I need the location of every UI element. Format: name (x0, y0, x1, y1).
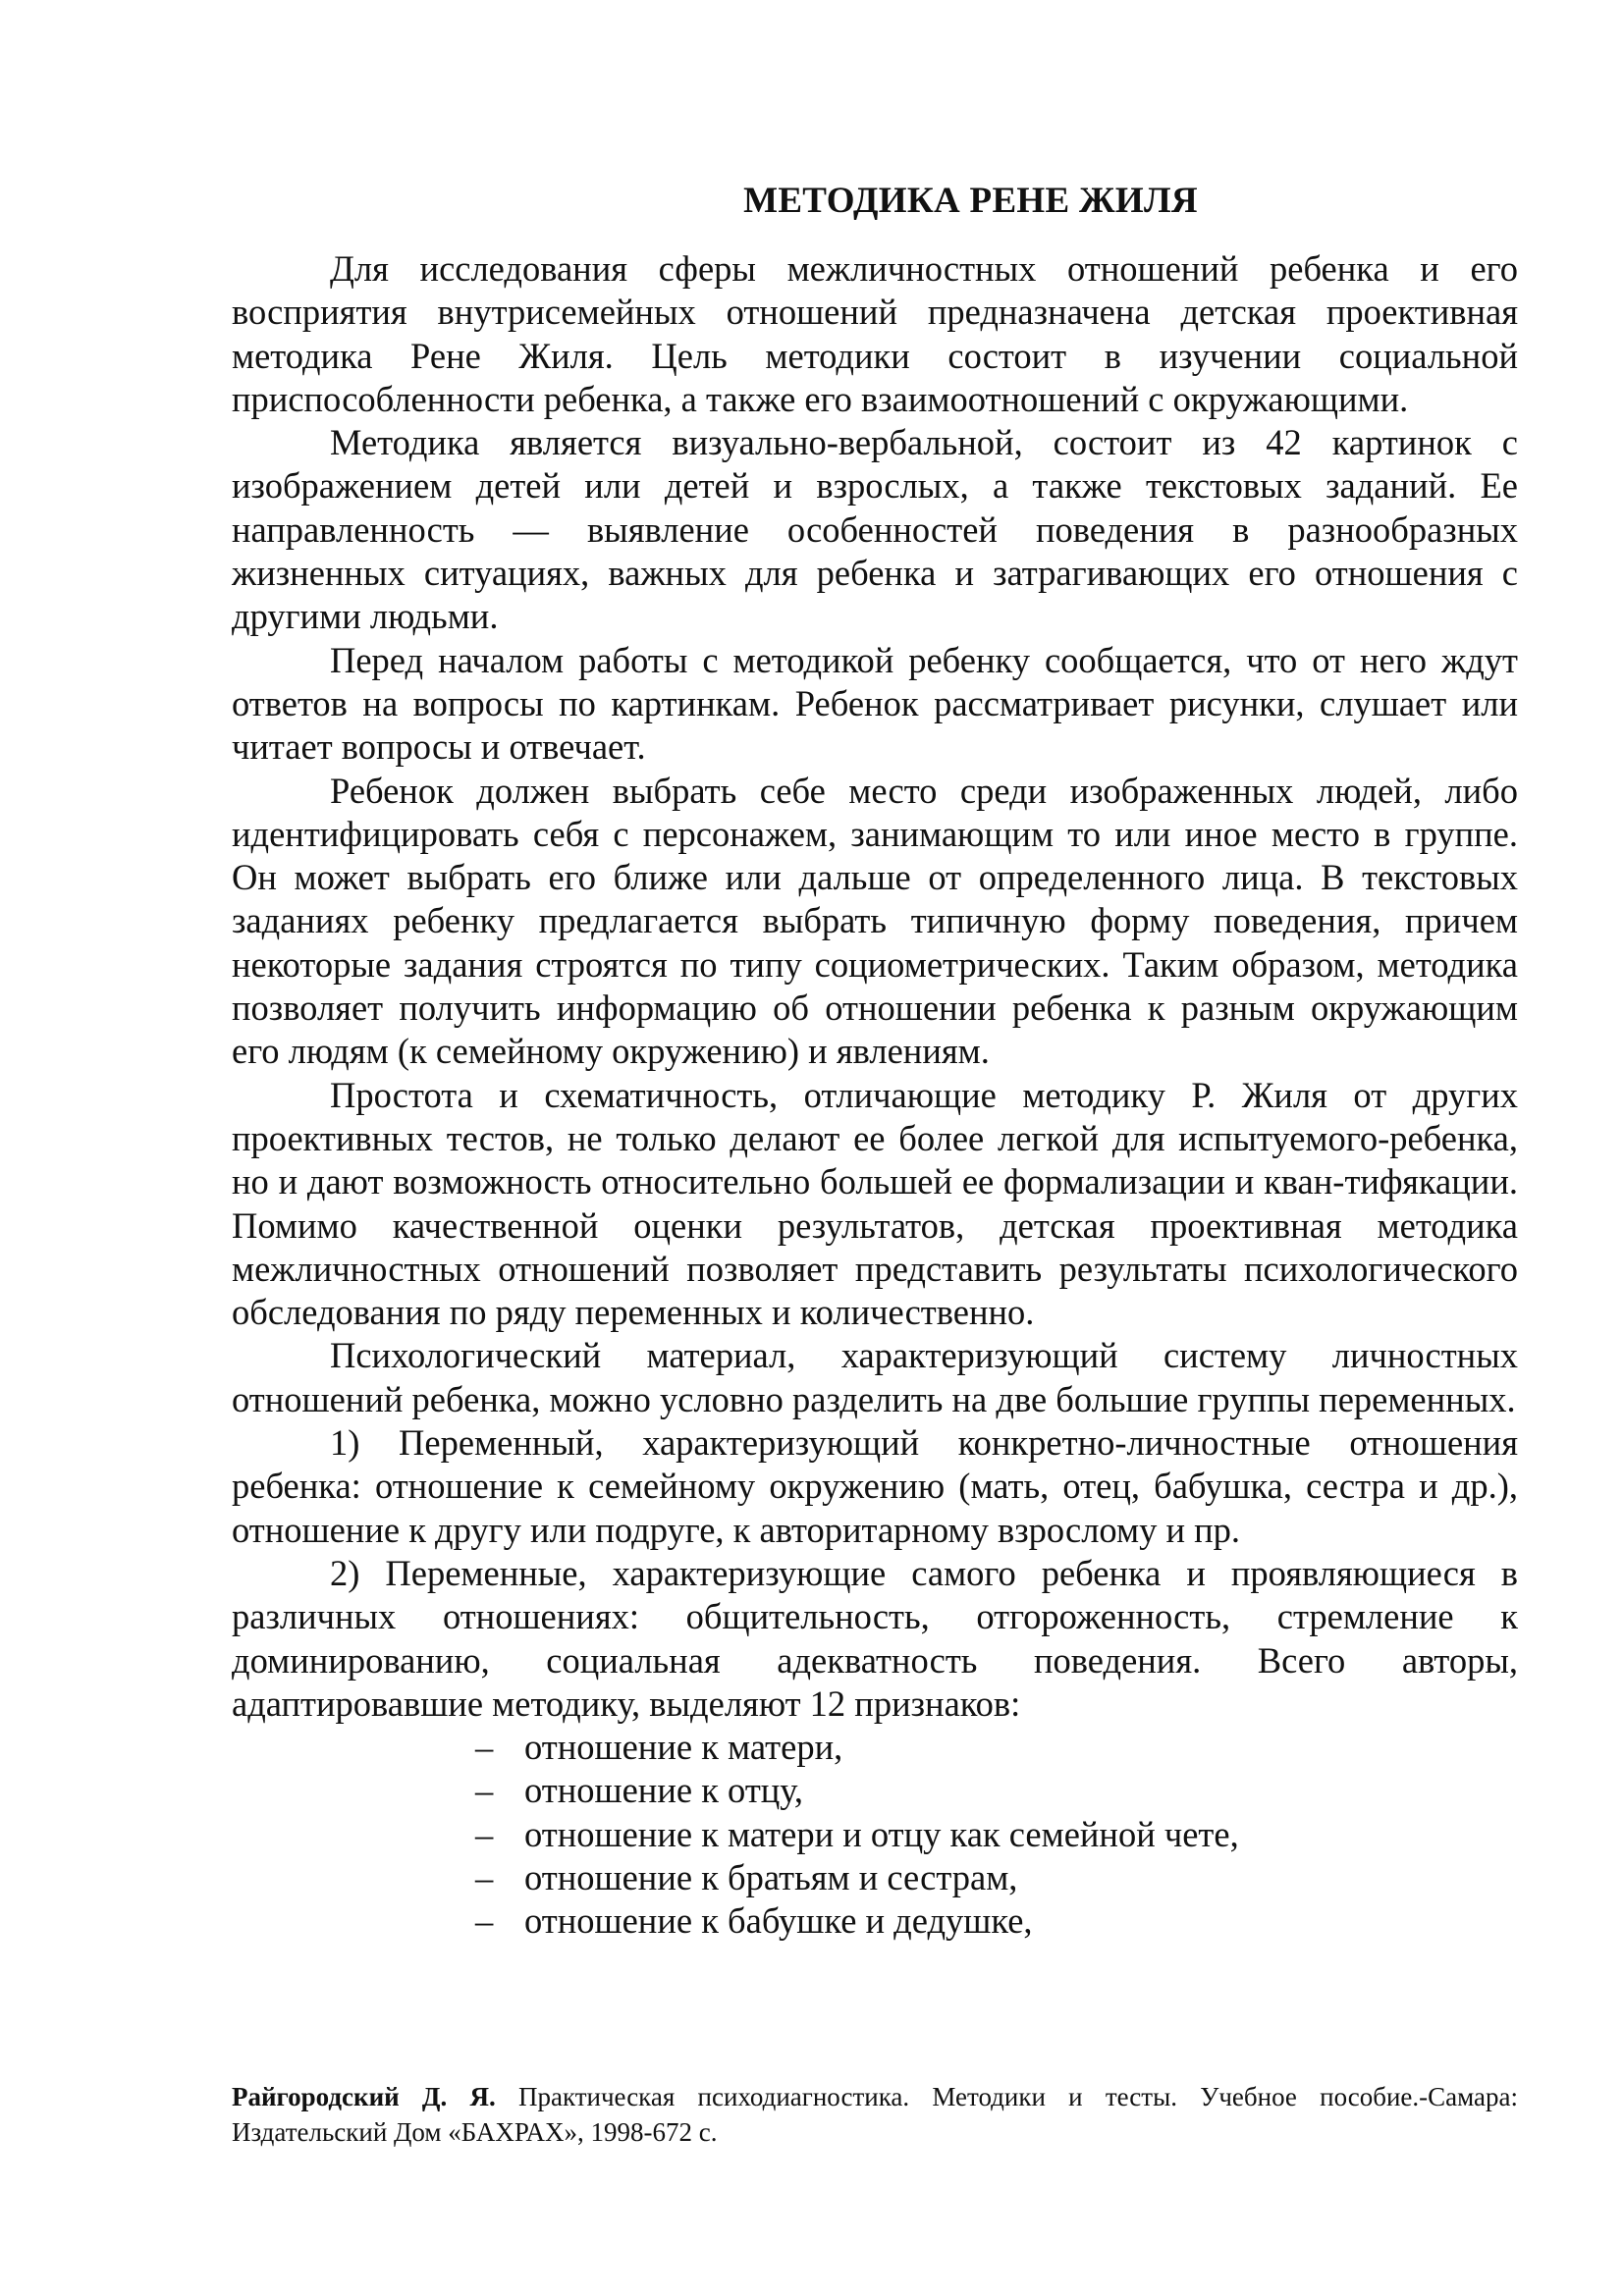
list-item-text: отношение к матери и отцу как семейной чете, (524, 1813, 1239, 1854)
features-list (232, 1726, 1518, 1943)
dash-marker: – (475, 1770, 494, 1811)
footer-citation (232, 2079, 1518, 2150)
paragraph-2: Методика является визуально-вербальной, состоит из 42 картинок с изображением детей или детей и взрослых, а также текстовых заданий. Ее направленность — выявление особенностей поведения в разнообразных жизненных ситуациях, важных для ребенка и затрагивающих его отношения с другими людьми. (232, 422, 1518, 637)
dash-marker: – (475, 1813, 494, 1854)
list-item (475, 1813, 1518, 1856)
paragraph-7: 1) Переменный, характеризующий конкретно-личностные отношения ребенка: отношение к семейному окружению (мать, отец, бабушка, сестра и др.), отношение к другу или подруге, к авторитарному взрослому и пр. (232, 1422, 1518, 1550)
document-body (232, 247, 1518, 1944)
paragraph-3: Перед началом работы с методикой ребенку сообщается, что от него ждут ответов на вопросы по картинкам. Ребенок рассматривает рисунки, слушает или читает вопросы и отвечает. (232, 639, 1518, 768)
list-item (475, 1856, 1518, 1899)
list-item-text: отношение к братьям и сестрам, (524, 1856, 1018, 1897)
paragraph-4: Ребенок должен выбрать себе место среди изображенных людей, либо идентифицировать себя с персонажем, занимающим то или иное место в группе. Он может выбрать его ближе или дальше от определенного лица. В текстовых заданиях ребенку предлагается выбрать типичную форму поведения, причем некоторые задания строятся по типу социометрических. Таким образом, методика позволяет получить информацию об отношении ребенка к разным окружающим его людям (к семейному окружению) и явлениям. (232, 770, 1518, 1072)
paragraph-8: 2) Переменные, характеризующие самого ребенка и проявляющиеся в различных отношениях: общительность, отгороженность, стремление к доминированию, социальная адекватность поведения. Всего авторы, адаптировавшие методику, выделяют 12 признаков: (232, 1552, 1518, 1724)
paragraph-6: Психологический материал, характеризующий систему личностных отношений ребенка, можно условно разделить на две большие группы переменных. (232, 1335, 1518, 1419)
document-title: МЕТОДИКА РЕНЕ ЖИЛЯ (743, 180, 1198, 221)
list-item-text: отношение к отцу, (524, 1770, 804, 1811)
paragraph-5: Простота и схематичность, отличающие методику Р. Жиля от других проективных тестов, не только делают ее более легкой для испытуемого-ребенка, но и дают возможность относительно большей ее формализации и кван-тифякации. Помимо качественной оценки результатов, детская проективная методика межличностных отношений позволяет представить результаты психологического обследования по ряду переменных и количественно. (232, 1074, 1518, 1333)
list-item (475, 1899, 1518, 1943)
list-item-text: отношение к матери, (524, 1727, 843, 1768)
paragraph-1: Для исследования сферы межличностных отношений ребенка и его восприятия внутрисемейных отношений предназначена детская проективная методика Рене Жиля. Цель методики состоит в изучении социальной приспособленности ребенка, а также его взаимоотношений с окружающими. (232, 248, 1518, 419)
footer-author: Райгородский Д. Я. (232, 2082, 496, 2111)
list-item-text: отношение к бабушке и дедушке, (524, 1900, 1033, 1942)
footer-citation-text: Практическая психодиагностика. Методики и тесты. Учебное пособие.-Самара: Издательский Дом «БАХРАХ», 1998-672 с. (232, 2082, 1518, 2147)
dash-marker: – (475, 1856, 494, 1897)
list-item (475, 1726, 1518, 1769)
dash-marker: – (475, 1727, 494, 1768)
dash-marker: – (475, 1900, 494, 1942)
list-item (475, 1769, 1518, 1812)
